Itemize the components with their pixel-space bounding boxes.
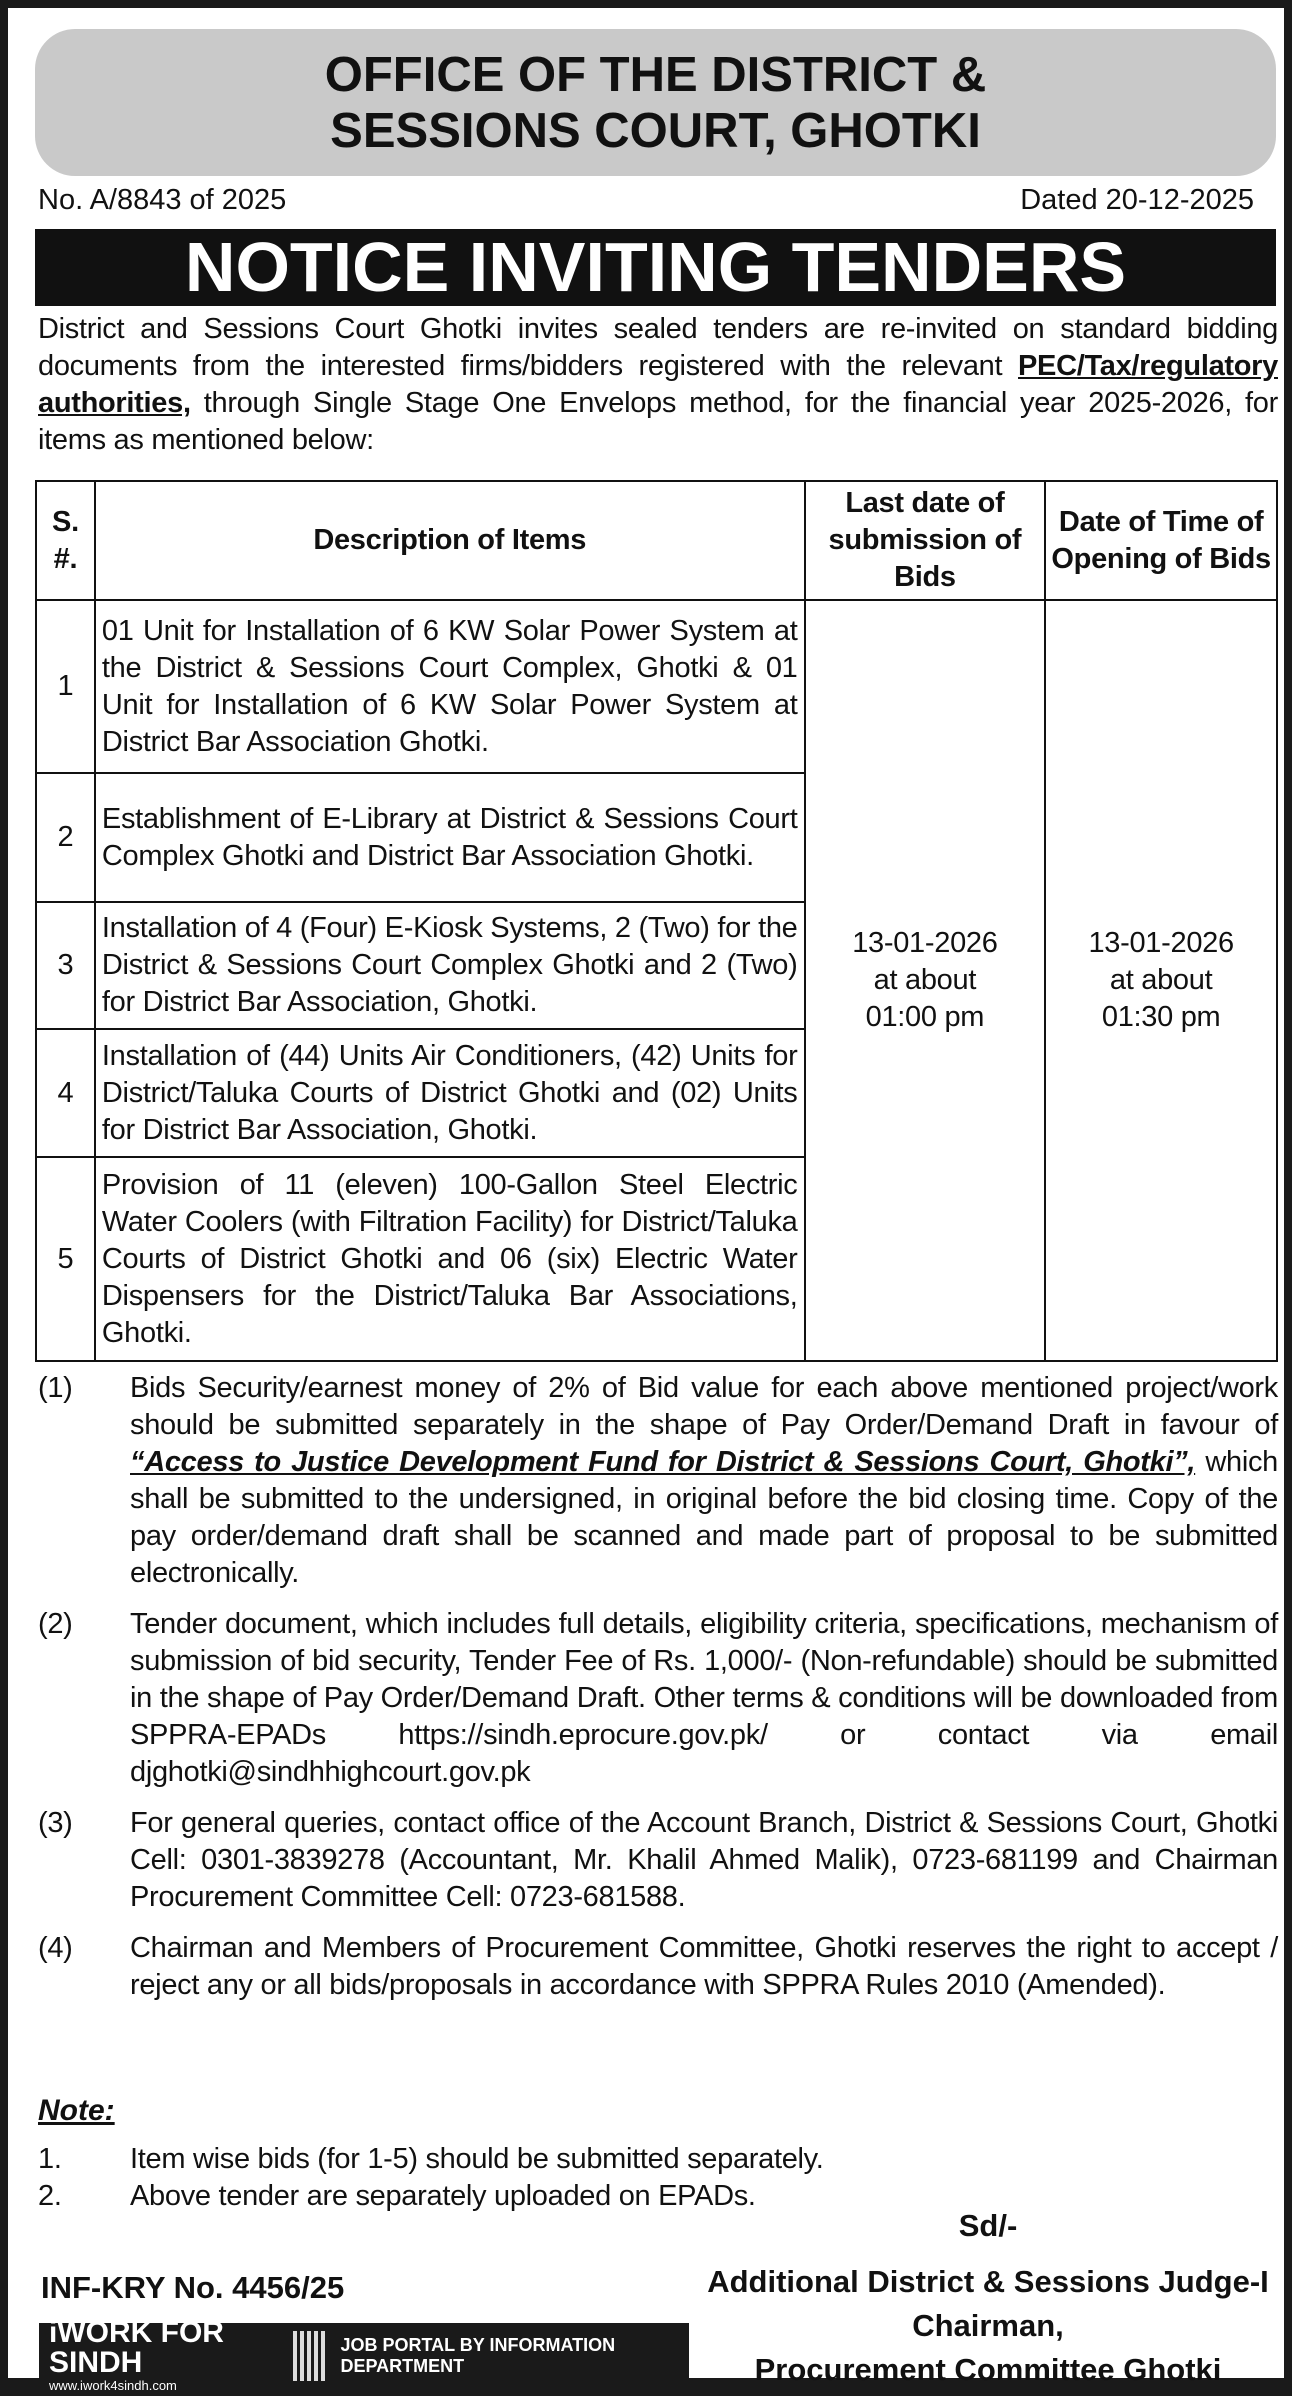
time: 01:00 pm xyxy=(865,1001,985,1033)
item-description: 01 Unit for Installation of 6 KW Solar Power System at the District & Sessions Court Complex, Ghotki & 01 Unit for Installation of 6 KW Solar Power System at District Bar Association Ghotki. xyxy=(95,600,805,773)
fund-name: “Access to Justice Development Fund for District & Sessions Court, Ghotki”, xyxy=(130,1446,1196,1478)
header-line: SESSIONS COURT, GHOTKI xyxy=(330,104,981,158)
condition-text xyxy=(130,1370,1278,1592)
serial-number: 4 xyxy=(36,1029,95,1157)
note-number: 1. xyxy=(38,2143,62,2175)
conditions-list xyxy=(38,1370,1278,2018)
header-line: OFFICE OF THE DISTRICT & xyxy=(324,48,987,102)
note-item xyxy=(38,2141,1138,2178)
serial-number: 1 xyxy=(36,600,95,773)
condition-item xyxy=(38,1805,1278,1916)
condition-number: (2) xyxy=(38,1608,73,1640)
condition-item xyxy=(38,1370,1278,1592)
office-header xyxy=(35,29,1276,176)
brand-logo: iWORK FOR SINDH xyxy=(49,2316,224,2379)
signatory-role: Chairman, xyxy=(912,2308,1064,2343)
signature-block xyxy=(688,2204,1288,2392)
col-header: Description of Items xyxy=(95,481,805,600)
serial-number: 2 xyxy=(36,773,95,902)
inf-number: INF-KRY No. 4456/25 xyxy=(41,2270,345,2305)
condition-number: (1) xyxy=(38,1372,73,1404)
condition-number: (3) xyxy=(38,1807,73,1839)
item-description: Installation of 4 (Four) E-Kiosk Systems, 2 (Two) for the District & Sessions Court Complex Ghotki and 2 (Two) for District Bar Association, Ghotki. xyxy=(95,902,805,1029)
submission-deadline xyxy=(805,600,1046,1361)
condition-number: (4) xyxy=(38,1932,73,1964)
condition-text: For general queries, contact office of the Account Branch, District & Sessions Court, Ghotki Cell: 0301-3839278 (Accountant, Mr. Khalil Ahmed Malik), 0723-681199 and Chairman Procurement Committee Cell: 0723-681588. xyxy=(130,1807,1278,1913)
condition-text: Chairman and Members of Procurement Committee, Ghotki reserves the right to accept / reject any or all bids/proposals in accordance with SPPRA Rules 2010 (Amended). xyxy=(130,1932,1278,2001)
date: 13-01-2026 xyxy=(1088,927,1234,959)
tender-items-table xyxy=(35,480,1278,1362)
brand-tagline: JOB PORTAL BY INFORMATION DEPARTMENT xyxy=(340,2334,616,2376)
qr-code-icon xyxy=(293,2331,328,2381)
col-header: Last date of submission of Bids xyxy=(805,481,1046,600)
condition-text: Tender document, which includes full details, eligibility criteria, specifications, mechanism of submission of bid security, Tender Fee of Rs. 1,000/- (Non-refundable) should be submitted in the shape of Pay Order/Demand Draft. Other terms & conditions will be downloaded from SPPRA-EPADs https://sindh.eprocure.gov.pk/ or contact via email djghotki@sindhhighcourt.gov.pk xyxy=(130,1608,1278,1788)
note-text: Item wise bids (for 1-5) should be submitted separately. xyxy=(130,2143,824,2175)
signatory-committee: Procurement Committee Ghotki xyxy=(754,2352,1222,2387)
item-description: Provision of 11 (eleven) 100-Gallon Steel Electric Water Coolers (with Filtration Facility) for District/Taluka Courts of District Ghotki and 06 (six) Electric Water Dispensers for the District/Taluka Bar Associations, Ghotki. xyxy=(95,1157,805,1361)
condition-item xyxy=(38,1930,1278,2004)
col-header: S. #. xyxy=(36,481,95,600)
table-row xyxy=(36,600,1277,773)
intro-paragraph xyxy=(38,311,1278,459)
serial-number: 3 xyxy=(36,902,95,1029)
col-header: Date of Time of Opening of Bids xyxy=(1045,481,1277,600)
signature-mark: Sd/- xyxy=(958,2208,1018,2243)
item-description: Establishment of E-Library at District & Sessions Court Complex Ghotki and District Bar Association Ghotki. xyxy=(95,773,805,902)
text: Bids Security/earnest money of 2% of Bid value for each above mentioned project/work should be submitted separately in the shape of Pay Order/Demand Draft in favour of xyxy=(130,1372,1278,1441)
text: which shall be submitted to the undersigned, in original before the bid closing time. Copy of the pay order/demand draft shall be scanned and made part of proposal to be submitted electronically. xyxy=(130,1446,1279,1589)
reference-line xyxy=(38,184,1254,217)
note-text: Above tender are separately uploaded on EPADs. xyxy=(130,2180,756,2212)
signatory-title: Additional District & Sessions Judge-I xyxy=(707,2264,1269,2299)
serial-number: 5 xyxy=(36,1157,95,1361)
date: 13-01-2026 xyxy=(852,927,998,959)
note-label: Note: xyxy=(38,2094,115,2127)
iworkforsindh-banner xyxy=(39,2316,689,2393)
about: at about xyxy=(873,964,977,996)
condition-item xyxy=(38,1606,1278,1791)
reference-number: No. A/8843 of 2025 xyxy=(38,184,287,216)
intro-text: District and Sessions Court Ghotki invites sealed tenders are re-invited on standard bidding documents from the interested firms/bidders registered with the relevant xyxy=(38,313,1278,382)
note-number: 2. xyxy=(38,2180,62,2212)
brand-url: www.iwork4sindh.com xyxy=(49,2378,177,2393)
item-description: Installation of (44) Units Air Conditioners, (42) Units for District/Taluka Courts of District Ghotki and (02) Units for District Bar Association, Ghotki. xyxy=(95,1029,805,1157)
notice-title: NOTICE INVITING TENDERS xyxy=(35,229,1276,306)
intro-text: through Single Stage One Envelops method, for the financial year 2025-2026, for items as mentioned below: xyxy=(38,387,1278,456)
about: at about xyxy=(1109,964,1213,996)
time: 01:30 pm xyxy=(1101,1001,1221,1033)
intro-highlight: PEC/Tax/regulatory authorities, xyxy=(38,350,1278,419)
opening-time xyxy=(1045,600,1277,1361)
notice-date: Dated 20-12-2025 xyxy=(1020,184,1254,216)
